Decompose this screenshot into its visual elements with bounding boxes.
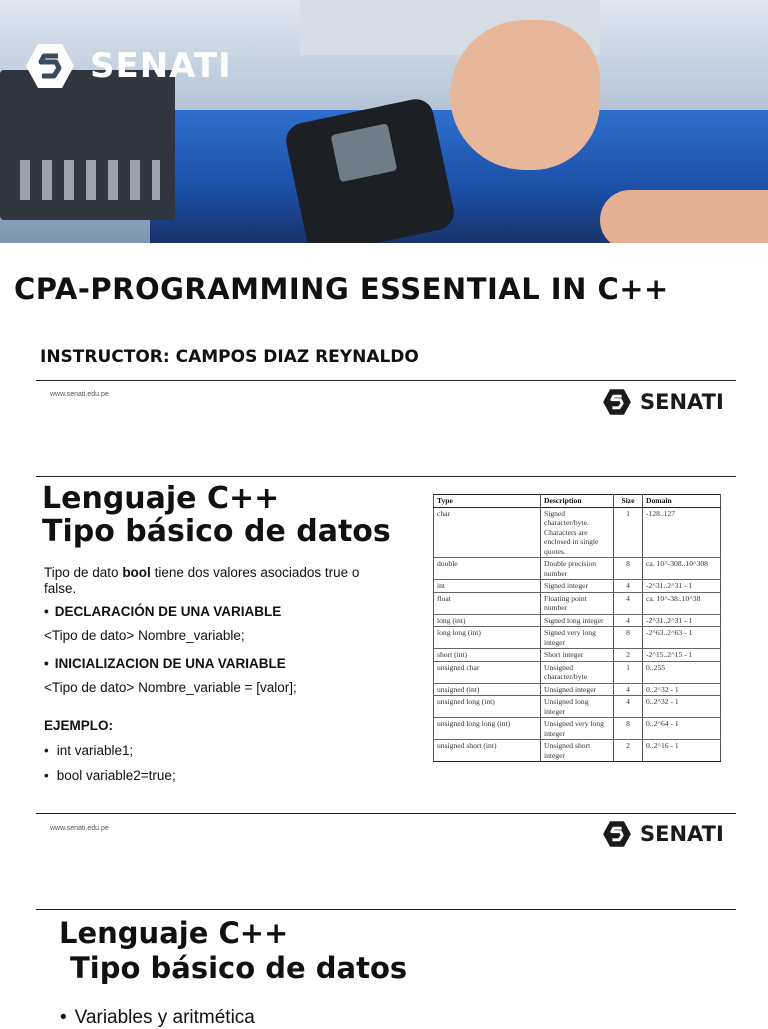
slide-divider	[36, 476, 736, 477]
slide2-body	[44, 565, 384, 784]
photo-hand	[450, 20, 600, 170]
table-cell: long long (int)	[434, 627, 541, 649]
table-cell: 4	[614, 696, 643, 718]
declaration-syntax: <Tipo de dato> Nombre_variable;	[44, 628, 245, 643]
table-cell: -2^31..2^31 - 1	[643, 614, 721, 627]
slide-divider	[36, 909, 736, 910]
table-cell: Unsigned short integer	[541, 740, 614, 762]
table-row	[434, 661, 721, 683]
table-cell: Signed integer	[541, 580, 614, 593]
table-cell: char	[434, 507, 541, 558]
table-cell: int	[434, 580, 541, 593]
table-cell: Floating point number	[541, 592, 614, 614]
table-row	[434, 580, 721, 593]
table-cell: 1	[614, 507, 643, 558]
table-cell: unsigned long long (int)	[434, 718, 541, 740]
slide2-title-line1: Lenguaje C++	[42, 481, 280, 516]
table-cell: Unsigned integer	[541, 683, 614, 696]
banner-logo	[24, 42, 232, 90]
table-row	[434, 649, 721, 662]
table-cell: 4	[614, 592, 643, 614]
table-row	[434, 627, 721, 649]
bool-keyword: bool	[122, 565, 151, 580]
table-cell: unsigned (int)	[434, 683, 541, 696]
footer-logo	[602, 820, 724, 848]
table-cell: Unsigned character/byte	[541, 661, 614, 683]
photo-device-knobs	[20, 160, 160, 200]
table-row	[434, 683, 721, 696]
table-cell: Unsigned very long integer	[541, 718, 614, 740]
table-cell: unsigned short (int)	[434, 740, 541, 762]
table-cell: Signed long integer	[541, 614, 614, 627]
bool-description-post: tiene dos valores asociados true o false.	[44, 565, 360, 596]
example-item: • int variable1;	[44, 743, 384, 759]
banner-photo	[0, 0, 768, 243]
table-cell: 8	[614, 718, 643, 740]
footer-url: www.senati.edu.pe	[50, 825, 109, 832]
footer-divider	[36, 813, 736, 814]
table-cell: 0..2^32 - 1	[643, 696, 721, 718]
initialization-heading: • INICIALIZACION DE UNA VARIABLE	[44, 656, 384, 672]
footer-brand-text: SENATI	[640, 390, 724, 414]
senati-logo-icon	[602, 388, 632, 416]
example-item: • bool variable2=true;	[44, 768, 384, 784]
table-header-row	[434, 495, 721, 508]
photo-multimeter-screen	[331, 123, 398, 182]
table-cell: Signed character/byte. Characters are enclosed in single quotes.	[541, 507, 614, 558]
footer-url: www.senati.edu.pe	[50, 391, 109, 398]
table-row	[434, 558, 721, 580]
table-cell: 4	[614, 683, 643, 696]
table-cell: ca. 10^-38..10^38	[643, 592, 721, 614]
bool-description	[44, 565, 384, 597]
table-header: Type	[434, 495, 541, 508]
table-cell: 4	[614, 580, 643, 593]
table-cell: Signed very long integer	[541, 627, 614, 649]
slide3-title-line2: Tipo básico de datos	[70, 951, 408, 985]
table-cell: 2	[614, 740, 643, 762]
senati-logo-icon	[602, 820, 632, 848]
slide2-title	[42, 482, 391, 548]
table-cell: Unsigned long integer	[541, 696, 614, 718]
table-cell: ca. 10^-308..10^308	[643, 558, 721, 580]
table-cell: 0..255	[643, 661, 721, 683]
slide2-title-line2: Tipo básico de datos	[42, 514, 391, 549]
footer-logo	[602, 388, 724, 416]
table-header: Domain	[643, 495, 721, 508]
table-cell: -2^15..2^15 - 1	[643, 649, 721, 662]
table-cell: double	[434, 558, 541, 580]
table-cell: unsigned long (int)	[434, 696, 541, 718]
senati-logo-icon	[24, 42, 76, 90]
table-row	[434, 592, 721, 614]
table-cell: short (int)	[434, 649, 541, 662]
table-row	[434, 507, 721, 558]
initialization-syntax: <Tipo de dato> Nombre_variable = [valor];	[44, 680, 297, 695]
table-row	[434, 614, 721, 627]
slide3-title-line1: Lenguaje C++	[59, 916, 289, 950]
table-row	[434, 718, 721, 740]
photo-hand-lower	[600, 190, 768, 243]
table-body	[434, 507, 721, 762]
instructor-name: INSTRUCTOR: CAMPOS DIAZ REYNALDO	[40, 347, 419, 367]
table-cell: 8	[614, 627, 643, 649]
table-cell: 8	[614, 558, 643, 580]
declaration-heading: • DECLARACIÓN DE UNA VARIABLE	[44, 604, 384, 620]
table-cell: Double precision number	[541, 558, 614, 580]
footer-brand-text: SENATI	[640, 822, 724, 846]
slide3-bullet: • Variables y aritmética	[60, 1007, 255, 1029]
footer-divider	[36, 380, 736, 381]
table-cell: -2^31..2^31 - 1	[643, 580, 721, 593]
table-cell: long (int)	[434, 614, 541, 627]
table-row	[434, 696, 721, 718]
bool-description-pre: Tipo de dato	[44, 565, 123, 580]
table-cell: 0..2^64 - 1	[643, 718, 721, 740]
table-cell: -2^63..2^63 - 1	[643, 627, 721, 649]
data-types-table	[433, 494, 721, 762]
banner-brand-text: SENATI	[90, 46, 232, 86]
table-row	[434, 740, 721, 762]
presentation-title: CPA-PROGRAMMING ESSENTIAL IN C++	[14, 272, 669, 306]
table-cell: 2	[614, 649, 643, 662]
photo-lab-device	[0, 70, 175, 220]
table-cell: 4	[614, 614, 643, 627]
table-cell: 1	[614, 661, 643, 683]
table-cell: 0..2^16 - 1	[643, 740, 721, 762]
table-header: Size	[614, 495, 643, 508]
table-cell: Short integer	[541, 649, 614, 662]
table-cell: -128..127	[643, 507, 721, 558]
table-cell: unsigned char	[434, 661, 541, 683]
table-cell: float	[434, 592, 541, 614]
table-cell: 0..2^32 - 1	[643, 683, 721, 696]
table-header: Description	[541, 495, 614, 508]
example-heading: EJEMPLO:	[44, 718, 114, 733]
